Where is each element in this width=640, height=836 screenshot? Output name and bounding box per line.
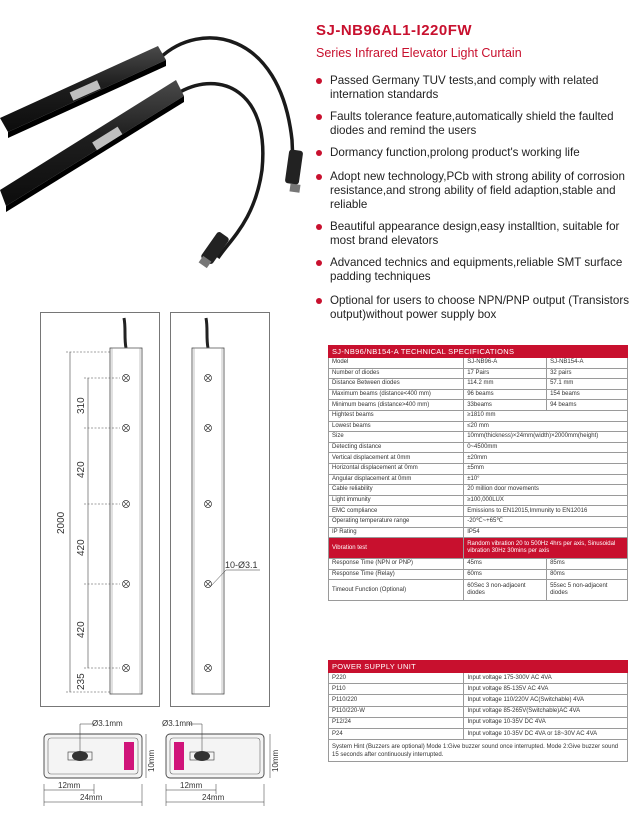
dimension-segment: 420 bbox=[76, 621, 87, 638]
power-model: P220 bbox=[329, 673, 464, 684]
spec-value: ≤20 mm bbox=[464, 421, 628, 432]
spec-value: -20℃~+65℃ bbox=[464, 516, 628, 527]
table-row bbox=[329, 527, 628, 538]
spec-value: Random vibration 20 to 500Hz 4hrs per axis, Sinusoidal vibration 30Hz 30mins per axis bbox=[464, 538, 628, 559]
bullet-icon bbox=[316, 224, 322, 230]
spec-label: Vibration test bbox=[329, 538, 464, 559]
spec-label: Operating temperature range bbox=[329, 516, 464, 527]
spec-value: Emissions to EN12015,Immunity to EN12016 bbox=[464, 506, 628, 517]
section-hole-label: Ø3.1mm bbox=[92, 719, 123, 728]
power-model: P110/220 bbox=[329, 695, 464, 706]
spec-label: Hightest beams bbox=[329, 410, 464, 421]
section-outer-width: 24mm bbox=[202, 793, 225, 802]
spec-value: 10mm(thickness)×24mm(width)×2000mm(height) bbox=[464, 432, 628, 443]
spec-label: IP Rating bbox=[329, 527, 464, 538]
spec-label: Detecting distance bbox=[329, 442, 464, 453]
spec-value: ≥100,000LUX bbox=[464, 495, 628, 506]
table-row bbox=[329, 485, 628, 496]
spec-value: ≥1810 mm bbox=[464, 410, 628, 421]
table-row bbox=[329, 442, 628, 453]
table-row bbox=[329, 368, 628, 379]
table-row bbox=[329, 463, 628, 474]
table-row bbox=[329, 358, 628, 369]
power-spec: Input voltage 10-35V DC 4VA or 18~30V AC 4VA bbox=[464, 728, 628, 739]
feature-text: Beautiful appearance design,easy installtion, suitable for most brand elevators bbox=[330, 220, 620, 247]
table-row bbox=[329, 516, 628, 527]
spec-value: 60ms bbox=[464, 569, 547, 580]
dimension-total: 2000 bbox=[56, 511, 67, 534]
spec-label: Minimum beams (distance>400 mm) bbox=[329, 400, 464, 411]
feature-text: Advanced technics and equipments,reliable SMT surface padding techniques bbox=[330, 256, 623, 283]
power-spec: Input voltage 175-300V AC 4VA bbox=[464, 673, 628, 684]
table-header bbox=[329, 661, 628, 673]
feature-item bbox=[316, 220, 636, 248]
spec-label: Horizontal displacement at 0mm bbox=[329, 463, 464, 474]
spec-label: EMC compliance bbox=[329, 506, 464, 517]
spec-value: 114.2 mm bbox=[464, 379, 547, 390]
spec-label: Timeout Function (Optional) bbox=[329, 580, 464, 601]
table-row bbox=[329, 495, 628, 506]
spec-value: SJ-NB96-A bbox=[464, 358, 547, 369]
feature-text: Dormancy function,prolong product's working life bbox=[330, 146, 580, 159]
spec-value: 96 beams bbox=[464, 389, 547, 400]
table-row bbox=[329, 538, 628, 559]
dimension-segment: 420 bbox=[76, 539, 87, 556]
table-row bbox=[329, 474, 628, 485]
cross-section-drawing bbox=[34, 712, 289, 830]
table-title: POWER SUPPLY UNIT bbox=[329, 661, 628, 673]
spec-label: Number of diodes bbox=[329, 368, 464, 379]
power-model: P110/220-W bbox=[329, 706, 464, 717]
power-spec: Input voltage 110/220V AC(Switchable) 4VA bbox=[464, 695, 628, 706]
spec-value: SJ-NB154-A bbox=[547, 358, 628, 369]
spec-value: 55sec 5 non-adjacent diodes bbox=[547, 580, 628, 601]
spec-label: Maximum beams (distance<400 mm) bbox=[329, 389, 464, 400]
feature-text: Passed Germany TUV tests,and comply with related internation standards bbox=[330, 74, 599, 101]
power-spec: Input voltage 85-135V AC 4VA bbox=[464, 684, 628, 695]
power-spec: Input voltage 85-265V(Switchable)AC 4VA bbox=[464, 706, 628, 717]
spec-label: Angular displacement at 0mm bbox=[329, 474, 464, 485]
system-hint-note: System Hint (Buzzers are optional) Mode 1:Give buzzer sound once interrupted. Mode 2:Give buzzer sound 15 seconds after continuously interrupted. bbox=[329, 740, 628, 762]
spec-value: 85ms bbox=[547, 559, 628, 570]
bullet-icon bbox=[316, 150, 322, 156]
power-spec: Input voltage 10-35V DC 4VA bbox=[464, 717, 628, 728]
table-row bbox=[329, 421, 628, 432]
spec-label: Size bbox=[329, 432, 464, 443]
feature-item bbox=[316, 74, 636, 102]
spec-label: Light immunity bbox=[329, 495, 464, 506]
table-row bbox=[329, 506, 628, 517]
power-supply-table bbox=[328, 660, 628, 762]
table-row bbox=[329, 400, 628, 411]
table-row bbox=[329, 717, 628, 728]
product-photo bbox=[0, 0, 310, 300]
spec-value: 32 pairs bbox=[547, 368, 628, 379]
section-height: 10mm bbox=[147, 749, 156, 772]
spec-value: 0~4500mm bbox=[464, 442, 628, 453]
feature-text: Adopt new technology,PCb with strong ability of corrosion resistance,and strong ability of field adaption,stable and reliable bbox=[330, 170, 625, 211]
spec-value: ±5mm bbox=[464, 463, 628, 474]
feature-item bbox=[316, 294, 636, 322]
power-model: P110 bbox=[329, 684, 464, 695]
table-row bbox=[329, 673, 628, 684]
spec-value: IP54 bbox=[464, 527, 628, 538]
spec-label: Response Time (NPN or PNP) bbox=[329, 559, 464, 570]
bullet-icon bbox=[316, 114, 322, 120]
product-title: SJ-NB96AL1-I220FW bbox=[316, 22, 473, 39]
table-row bbox=[329, 695, 628, 706]
table-row bbox=[329, 453, 628, 464]
feature-item bbox=[316, 170, 636, 212]
power-model: P24 bbox=[329, 728, 464, 739]
product-subtitle: Series Infrared Elevator Light Curtain bbox=[316, 46, 522, 60]
spec-value: 17 Pairs bbox=[464, 368, 547, 379]
spec-value: 80ms bbox=[547, 569, 628, 580]
table-row bbox=[329, 728, 628, 739]
feature-text: Optional for users to choose NPN/PNP output (Transistors output)without power supply box bbox=[330, 294, 629, 321]
table-row bbox=[329, 580, 628, 601]
spec-value: 60Sec 3 non-adjacent diodes bbox=[464, 580, 547, 601]
spec-value: 20 million door movements bbox=[464, 485, 628, 496]
table-row bbox=[329, 410, 628, 421]
spec-value: 33beams bbox=[464, 400, 547, 411]
spec-value: 154 beams bbox=[547, 389, 628, 400]
spec-value: ±10° bbox=[464, 474, 628, 485]
spec-value: 45ms bbox=[464, 559, 547, 570]
section-hole-label: Ø3.1mm bbox=[162, 719, 193, 728]
feature-item bbox=[316, 256, 636, 284]
section-inner-width: 12mm bbox=[180, 781, 203, 790]
table-row bbox=[329, 706, 628, 717]
dimension-segment: 420 bbox=[76, 461, 87, 478]
bullet-icon bbox=[316, 298, 322, 304]
feature-item bbox=[316, 110, 636, 138]
power-model: P12/24 bbox=[329, 717, 464, 728]
bullet-icon bbox=[316, 174, 322, 180]
spec-value: ±20mm bbox=[464, 453, 628, 464]
front-view-drawing bbox=[40, 312, 160, 707]
table-row bbox=[329, 389, 628, 400]
table-row bbox=[329, 569, 628, 580]
table-header bbox=[329, 346, 628, 358]
dimension-segment: 235 bbox=[76, 673, 87, 690]
spec-label: Cable reliability bbox=[329, 485, 464, 496]
technical-specifications-table bbox=[328, 345, 628, 601]
spec-label: Vertical displacement at 0mm bbox=[329, 453, 464, 464]
section-outer-width: 24mm bbox=[80, 793, 103, 802]
table-row bbox=[329, 432, 628, 443]
table-row bbox=[329, 379, 628, 390]
table-title: SJ-NB96/NB154-A TECHNICAL SPECIFICATIONS bbox=[329, 346, 628, 358]
spec-label: Model bbox=[329, 358, 464, 369]
feature-item bbox=[316, 146, 636, 160]
spec-value: 57.1 mm bbox=[547, 379, 628, 390]
spec-label: Response Time (Relay) bbox=[329, 569, 464, 580]
section-height: 10mm bbox=[271, 749, 280, 772]
bullet-icon bbox=[316, 78, 322, 84]
spec-value: 94 beams bbox=[547, 400, 628, 411]
dimension-segment: 310 bbox=[76, 397, 87, 414]
hole-label: 10-Ø3.1 bbox=[225, 560, 258, 570]
spec-label: Distance Between diodes bbox=[329, 379, 464, 390]
table-row bbox=[329, 740, 628, 762]
bullet-icon bbox=[316, 260, 322, 266]
section-inner-width: 12mm bbox=[58, 781, 81, 790]
feature-text: Faults tolerance feature,automatically shield the faulted diodes and remind the users bbox=[330, 110, 614, 137]
table-row bbox=[329, 684, 628, 695]
table-row bbox=[329, 559, 628, 570]
side-view-drawing bbox=[170, 312, 270, 707]
spec-label: Lowest beams bbox=[329, 421, 464, 432]
